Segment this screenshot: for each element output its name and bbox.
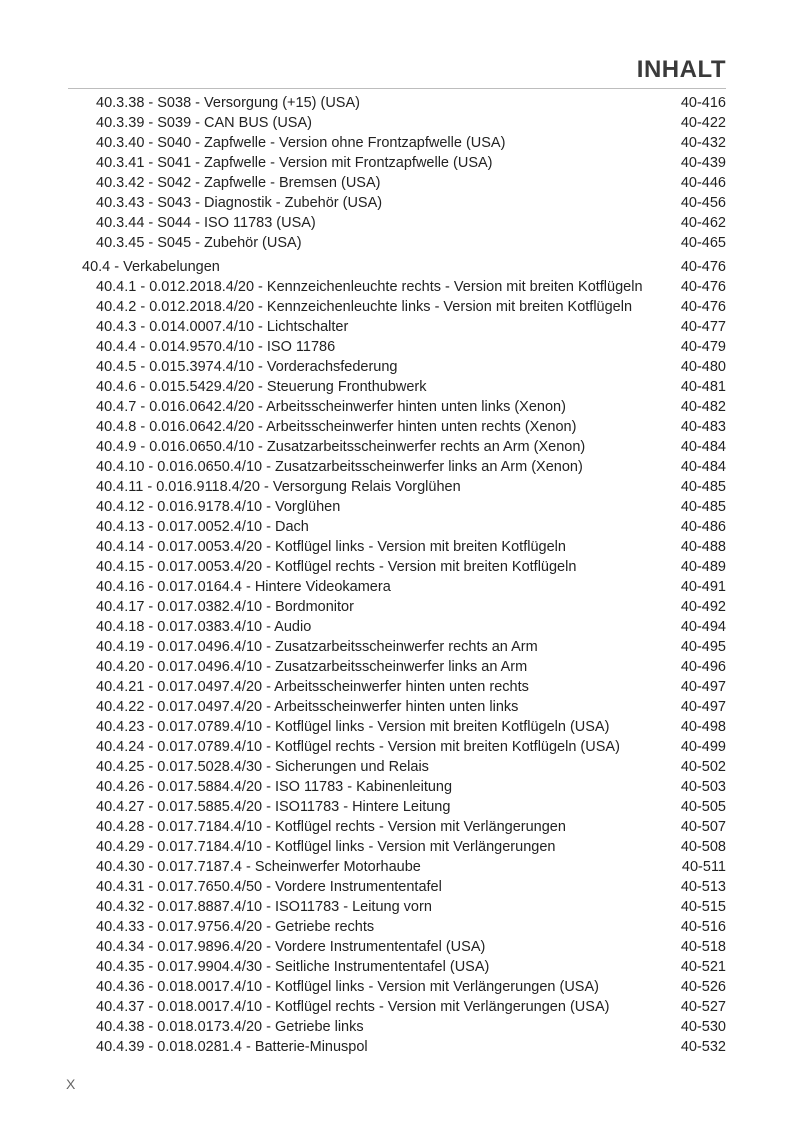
toc-entry-page: 40-462 <box>680 215 726 231</box>
toc-entry[interactable] <box>0 657 794 677</box>
toc-entry[interactable] <box>0 1017 794 1037</box>
page-title: INHALT <box>636 56 726 83</box>
toc-entry-page: 40-497 <box>680 699 726 715</box>
toc-entry[interactable] <box>0 537 794 557</box>
toc-entry[interactable] <box>0 877 794 897</box>
toc-entry-title: 40.4 - Verkabelungen <box>82 259 220 275</box>
toc-entry-title: 40.4.2 - 0.012.2018.4/20 - Kennzeichenleuchte links - Version mit breiten Kotflügeln <box>96 299 633 315</box>
toc-entry-page: 40-488 <box>680 539 726 555</box>
toc-entry-title: 40.4.27 - 0.017.5885.4/20 - ISO11783 - Hintere Leitung <box>96 799 451 815</box>
toc-entry-title: 40.4.32 - 0.017.8887.4/10 - ISO11783 - Leitung vorn <box>96 899 432 915</box>
toc-entry-page: 40-481 <box>680 379 726 395</box>
toc-entry-title: 40.3.43 - S043 - Diagnostik - Zubehör (USA) <box>96 195 383 211</box>
toc-entry-page: 40-521 <box>680 959 726 975</box>
toc-entry[interactable] <box>0 153 794 173</box>
toc-entry-title: 40.3.41 - S041 - Zapfwelle - Version mit Frontzapfwelle (USA) <box>96 155 493 171</box>
toc-entry[interactable] <box>0 317 794 337</box>
toc-entry-page: 40-485 <box>680 499 726 515</box>
toc-entry-page: 40-495 <box>680 639 726 655</box>
toc-entry-title: 40.4.3 - 0.014.0007.4/10 - Lichtschalter <box>96 319 349 335</box>
toc-entry-page: 40-502 <box>680 759 726 775</box>
toc-entry-title: 40.4.22 - 0.017.0497.4/20 - Arbeitsscheinwerfer hinten unten links <box>96 699 519 715</box>
toc-entry[interactable] <box>0 637 794 657</box>
toc-entry-title: 40.4.39 - 0.018.0281.4 - Batterie-Minuspol <box>96 1039 368 1055</box>
toc-entry-title: 40.4.26 - 0.017.5884.4/20 - ISO 11783 - Kabinenleitung <box>96 779 453 795</box>
toc-entry-page: 40-491 <box>680 579 726 595</box>
toc-entry-page: 40-476 <box>680 259 726 275</box>
toc-entry-page: 40-505 <box>680 799 726 815</box>
toc-entry[interactable] <box>0 997 794 1017</box>
toc-entry-page: 40-456 <box>680 195 726 211</box>
toc-entry-title: 40.4.15 - 0.017.0053.4/20 - Kotflügel rechts - Version mit breiten Kotflügeln <box>96 559 577 575</box>
toc-entry-page: 40-526 <box>680 979 726 995</box>
toc-entry[interactable] <box>0 457 794 477</box>
toc-entry-page: 40-532 <box>680 1039 726 1055</box>
toc-entry-page: 40-518 <box>680 939 726 955</box>
toc-entry-page: 40-485 <box>680 479 726 495</box>
toc-entry[interactable] <box>0 377 794 397</box>
toc-entry-page: 40-432 <box>680 135 726 151</box>
toc-entry-title: 40.4.10 - 0.016.0650.4/10 - Zusatzarbeitsscheinwerfer links an Arm (Xenon) <box>96 459 583 475</box>
toc-entry-title: 40.4.21 - 0.017.0497.4/20 - Arbeitsscheinwerfer hinten unten rechts <box>96 679 529 695</box>
toc-entry[interactable] <box>0 897 794 917</box>
toc-entry[interactable] <box>0 93 794 113</box>
toc-entry-page: 40-513 <box>680 879 726 895</box>
toc-entry-title: 40.4.17 - 0.017.0382.4/10 - Bordmonitor <box>96 599 354 615</box>
toc-entry-title: 40.3.40 - S040 - Zapfwelle - Version ohne Frontzapfwelle (USA) <box>96 135 506 151</box>
toc-entry-title: 40.4.35 - 0.017.9904.4/30 - Seitliche Instrumententafel (USA) <box>96 959 490 975</box>
toc-entry-page: 40-416 <box>680 95 726 111</box>
toc-entry[interactable] <box>0 677 794 697</box>
toc-entry-title: 40.4.37 - 0.018.0017.4/10 - Kotflügel rechts - Version mit Verlängerungen (USA) <box>96 999 610 1015</box>
toc-entry-page: 40-497 <box>680 679 726 695</box>
toc-entry-page: 40-508 <box>680 839 726 855</box>
toc-entry[interactable] <box>0 937 794 957</box>
toc-entry-title: 40.4.31 - 0.017.7650.4/50 - Vordere Instrumententafel <box>96 879 442 895</box>
toc-entry-title: 40.3.39 - S039 - CAN BUS (USA) <box>96 115 312 131</box>
toc-entry-page: 40-476 <box>680 299 726 315</box>
toc-entry[interactable] <box>0 477 794 497</box>
toc-entry[interactable] <box>0 1037 794 1057</box>
toc-entry[interactable] <box>0 577 794 597</box>
toc-entry-page: 40-480 <box>680 359 726 375</box>
toc-entry-page: 40-511 <box>681 859 726 875</box>
toc-entry-title: 40.4.25 - 0.017.5028.4/30 - Sicherungen und Relais <box>96 759 429 775</box>
toc-entry[interactable] <box>0 817 794 837</box>
toc-entry-page: 40-486 <box>680 519 726 535</box>
toc-entry[interactable] <box>0 517 794 537</box>
toc-entry-page: 40-465 <box>680 235 726 251</box>
toc-entry-page: 40-530 <box>680 1019 726 1035</box>
toc-entry[interactable] <box>0 497 794 517</box>
toc-entry[interactable] <box>0 737 794 757</box>
toc-entry-page: 40-496 <box>680 659 726 675</box>
toc-entry[interactable] <box>0 113 794 133</box>
toc-entry-page: 40-477 <box>680 319 726 335</box>
toc-entry-page: 40-446 <box>680 175 726 191</box>
toc-entry-title: 40.4.33 - 0.017.9756.4/20 - Getriebe rechts <box>96 919 375 935</box>
toc-entry-title: 40.3.44 - S044 - ISO 11783 (USA) <box>96 215 316 231</box>
toc-entry-page: 40-516 <box>680 919 726 935</box>
toc-entry-title: 40.4.8 - 0.016.0642.4/20 - Arbeitsscheinwerfer hinten unten rechts (Xenon) <box>96 419 577 435</box>
toc-entry-page: 40-483 <box>680 419 726 435</box>
toc-entry[interactable] <box>0 757 794 777</box>
toc-entry[interactable] <box>0 837 794 857</box>
toc-entry-title: 40.4.5 - 0.015.3974.4/10 - Vorderachsfederung <box>96 359 398 375</box>
toc-entry-page: 40-482 <box>680 399 726 415</box>
toc-entry-page: 40-515 <box>680 899 726 915</box>
toc-entry-page: 40-484 <box>680 459 726 475</box>
header-divider <box>68 88 726 89</box>
toc-entry-title: 40.4.38 - 0.018.0173.4/20 - Getriebe links <box>96 1019 364 1035</box>
page-number: X <box>66 1076 76 1092</box>
toc-entry-title: 40.4.12 - 0.016.9178.4/10 - Vorglühen <box>96 499 341 515</box>
toc-entry[interactable] <box>0 917 794 937</box>
toc-entry-title: 40.4.23 - 0.017.0789.4/10 - Kotflügel links - Version mit breiten Kotflügeln (USA) <box>96 719 610 735</box>
toc-entry-page: 40-484 <box>680 439 726 455</box>
toc-entry-title: 40.4.19 - 0.017.0496.4/10 - Zusatzarbeitsscheinwerfer rechts an Arm <box>96 639 538 655</box>
toc-entry-title: 40.4.28 - 0.017.7184.4/10 - Kotflügel rechts - Version mit Verlängerungen <box>96 819 566 835</box>
toc-entry[interactable] <box>0 437 794 457</box>
toc-entry-page: 40-439 <box>680 155 726 171</box>
toc-entry[interactable] <box>0 697 794 717</box>
table-of-contents <box>0 93 794 1057</box>
toc-entry-title: 40.4.11 - 0.016.9118.4/20 - Versorgung Relais Vorglühen <box>96 479 461 495</box>
toc-entry-title: 40.4.29 - 0.017.7184.4/10 - Kotflügel links - Version mit Verlängerungen <box>96 839 556 855</box>
toc-entry-title: 40.4.30 - 0.017.7187.4 - Scheinwerfer Motorhaube <box>96 859 421 875</box>
toc-entry[interactable] <box>0 417 794 437</box>
toc-entry[interactable] <box>0 193 794 213</box>
toc-entry-title: 40.4.20 - 0.017.0496.4/10 - Zusatzarbeitsscheinwerfer links an Arm <box>96 659 528 675</box>
toc-entry-page: 40-494 <box>680 619 726 635</box>
toc-entry-page: 40-503 <box>680 779 726 795</box>
toc-entry-title: 40.3.42 - S042 - Zapfwelle - Bremsen (USA) <box>96 175 381 191</box>
toc-entry[interactable] <box>0 597 794 617</box>
toc-entry-page: 40-527 <box>680 999 726 1015</box>
toc-entry-page: 40-492 <box>680 599 726 615</box>
toc-entry[interactable] <box>0 617 794 637</box>
toc-entry[interactable] <box>0 277 794 297</box>
toc-entry[interactable] <box>0 297 794 317</box>
toc-entry-page: 40-479 <box>680 339 726 355</box>
toc-entry[interactable] <box>0 357 794 377</box>
toc-entry[interactable] <box>0 957 794 977</box>
toc-entry-page: 40-422 <box>680 115 726 131</box>
toc-entry[interactable] <box>0 213 794 233</box>
toc-entry-title: 40.3.38 - S038 - Versorgung (+15) (USA) <box>96 95 360 111</box>
toc-entry-title: 40.4.24 - 0.017.0789.4/10 - Kotflügel rechts - Version mit breiten Kotflügeln (USA) <box>96 739 620 755</box>
toc-section-heading[interactable] <box>0 257 794 277</box>
toc-entry[interactable] <box>0 233 794 253</box>
toc-entry-title: 40.4.18 - 0.017.0383.4/10 - Audio <box>96 619 312 635</box>
toc-entry-page: 40-476 <box>680 279 726 295</box>
toc-entry-title: 40.4.36 - 0.018.0017.4/10 - Kotflügel links - Version mit Verlängerungen (USA) <box>96 979 599 995</box>
toc-entry[interactable] <box>0 977 794 997</box>
toc-entry-title: 40.4.9 - 0.016.0650.4/10 - Zusatzarbeitsscheinwerfer rechts an Arm (Xenon) <box>96 439 586 455</box>
toc-entry[interactable] <box>0 717 794 737</box>
toc-entry-title: 40.4.4 - 0.014.9570.4/10 - ISO 11786 <box>96 339 336 355</box>
toc-entry[interactable] <box>0 797 794 817</box>
toc-entry-title: 40.4.16 - 0.017.0164.4 - Hintere Videokamera <box>96 579 391 595</box>
toc-entry[interactable] <box>0 857 794 877</box>
toc-entry-title: 40.4.7 - 0.016.0642.4/20 - Arbeitsscheinwerfer hinten unten links (Xenon) <box>96 399 566 415</box>
toc-entry-title: 40.4.34 - 0.017.9896.4/20 - Vordere Instrumententafel (USA) <box>96 939 486 955</box>
toc-entry-page: 40-498 <box>680 719 726 735</box>
toc-entry-page: 40-507 <box>680 819 726 835</box>
toc-entry-title: 40.4.14 - 0.017.0053.4/20 - Kotflügel links - Version mit breiten Kotflügeln <box>96 539 566 555</box>
toc-entry[interactable] <box>0 557 794 577</box>
toc-entry-title: 40.4.1 - 0.012.2018.4/20 - Kennzeichenleuchte rechts - Version mit breiten Kotflügeln <box>96 279 643 295</box>
toc-entry[interactable] <box>0 397 794 417</box>
toc-entry[interactable] <box>0 133 794 153</box>
toc-entry[interactable] <box>0 337 794 357</box>
toc-entry-title: 40.4.13 - 0.017.0052.4/10 - Dach <box>96 519 309 535</box>
toc-entry[interactable] <box>0 777 794 797</box>
toc-entry[interactable] <box>0 173 794 193</box>
toc-entry-page: 40-489 <box>680 559 726 575</box>
toc-entry-page: 40-499 <box>680 739 726 755</box>
toc-entry-title: 40.3.45 - S045 - Zubehör (USA) <box>96 235 302 251</box>
toc-entry-title: 40.4.6 - 0.015.5429.4/20 - Steuerung Fronthubwerk <box>96 379 427 395</box>
